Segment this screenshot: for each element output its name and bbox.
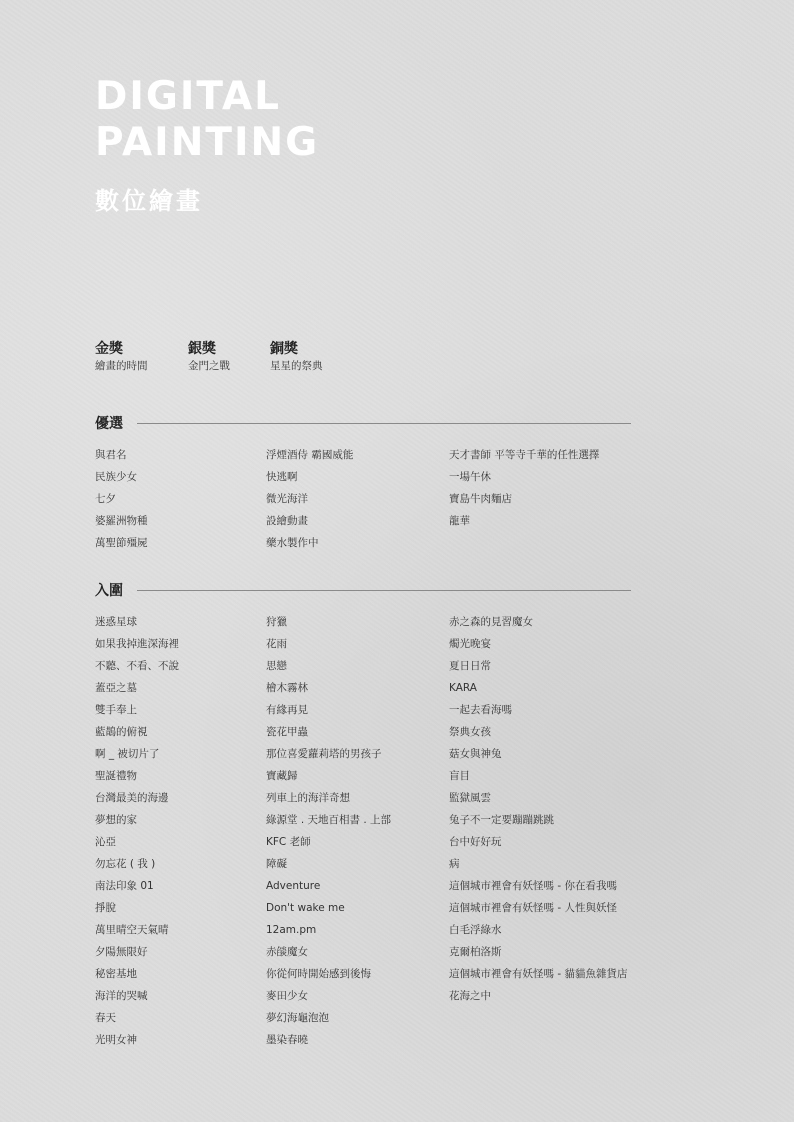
entry-item: 設繪動畫 — [266, 515, 308, 527]
entry-item: KFC 老師 — [266, 836, 311, 848]
entry-item: 克爾柏洛斯 — [449, 946, 502, 958]
entry-item: 勿忘花 ( 我 ) — [95, 858, 156, 870]
entry-item: 夕陽無限好 — [95, 946, 148, 958]
entry-item: 民族少女 — [95, 471, 137, 483]
merit-section-header — [95, 413, 631, 433]
entry-item: 快逃啊 — [266, 471, 298, 483]
entry-item: 春天 — [95, 1012, 116, 1024]
entry-item: 赤之森的見習魔女 — [449, 616, 533, 628]
award-work: 星星的祭典 — [270, 360, 323, 372]
finalists-column-2 — [266, 611, 391, 1051]
entry-item: 這個城市裡會有妖怪嗎 - 你在看我嗎 — [449, 880, 617, 892]
entry-item: 如果我掉進深海裡 — [95, 638, 179, 650]
award-work: 金門之戰 — [188, 360, 230, 372]
finalists-label: 入圍 — [95, 583, 123, 599]
entry-item: 寶島牛肉麵店 — [449, 493, 512, 505]
title-line-1: DIGITAL — [95, 74, 282, 119]
entry-item: 與君名 — [95, 449, 127, 461]
entry-item: 麥田少女 — [266, 990, 308, 1002]
entry-item: 雙手奉上 — [95, 704, 137, 716]
entry-item: 監獄風雲 — [449, 792, 491, 804]
entry-item: 婆羅洲物種 — [95, 515, 148, 527]
entry-item: 不聽、不看、不說 — [95, 660, 179, 672]
award-bronze — [270, 338, 323, 373]
entry-item: 一起去看海嗎 — [449, 704, 512, 716]
entry-item: 瓷花甲蟲 — [266, 726, 308, 738]
entry-item: 藥水製作中 — [266, 537, 319, 549]
entry-item: 萬聖節殭屍 — [95, 537, 148, 549]
page-title — [95, 74, 319, 166]
entry-item: 沁亞 — [95, 836, 116, 848]
entry-item: 那位喜愛蘿莉塔的男孩子 — [266, 748, 382, 760]
entry-item: 有緣再見 — [266, 704, 308, 716]
entry-item: Don't wake me — [266, 902, 345, 914]
finalists-column-1 — [95, 611, 179, 1051]
entry-item: 藍鵲的俯視 — [95, 726, 148, 738]
entry-item: 聖誕禮物 — [95, 770, 137, 782]
entry-item: 病 — [449, 858, 460, 870]
award-silver — [188, 338, 230, 373]
entry-item: Adventure — [266, 880, 321, 892]
section-divider — [137, 423, 631, 424]
entry-item: 啊 _ 被切片了 — [95, 748, 160, 760]
entry-item: 南法印象 01 — [95, 880, 154, 892]
entry-item: 花海之中 — [449, 990, 491, 1002]
entry-item: 這個城市裡會有妖怪嗎 - 人性與妖怪 — [449, 902, 617, 914]
entry-item: 天才書師 平等寺千華的任性選擇 — [449, 449, 600, 461]
entry-item: 一場午休 — [449, 471, 491, 483]
entry-item: 兔子不一定要蹦蹦跳跳 — [449, 814, 554, 826]
finalists-section-header — [95, 580, 631, 600]
entry-item: 狩獵 — [266, 616, 287, 628]
entry-item: 夢幻海龜泡泡 — [266, 1012, 329, 1024]
entry-item: 花雨 — [266, 638, 287, 650]
merit-column-3 — [449, 444, 599, 532]
title-line-2: PAINTING — [95, 120, 320, 165]
award-title: 銀獎 — [188, 341, 216, 357]
merit-column-2 — [266, 444, 353, 554]
entry-item: 寶藏歸 — [266, 770, 298, 782]
entry-item: 墨染春曉 — [266, 1034, 308, 1046]
entry-item: 台中好好玩 — [449, 836, 502, 848]
merit-column-1 — [95, 444, 148, 554]
entry-item: 祭典女孩 — [449, 726, 491, 738]
entry-item: 燭光晚宴 — [449, 638, 491, 650]
entry-item: KARA — [449, 682, 477, 694]
entry-item: 檜木霧林 — [266, 682, 308, 694]
entry-item: 列車上的海洋奇想 — [266, 792, 350, 804]
entry-item: 你從何時開始感到後悔 — [266, 968, 371, 980]
entry-item: 微光海洋 — [266, 493, 308, 505]
entry-item: 掙脫 — [95, 902, 116, 914]
merit-label: 優選 — [95, 416, 123, 432]
award-gold — [95, 338, 148, 373]
entry-item: 12am.pm — [266, 924, 317, 936]
entry-item: 障礙 — [266, 858, 287, 870]
entry-item: 夏日日常 — [449, 660, 491, 672]
entry-item: 白毛浮綠水 — [449, 924, 502, 936]
entry-item: 盲目 — [449, 770, 470, 782]
finalists-column-3 — [449, 611, 627, 1007]
entry-item: 夢想的家 — [95, 814, 137, 826]
section-divider — [137, 590, 631, 591]
award-title: 銅獎 — [270, 341, 298, 357]
entry-item: 這個城市裡會有妖怪嗎 - 貓貓魚雜貨店 — [449, 968, 628, 980]
entry-item: 海洋的哭喊 — [95, 990, 148, 1002]
award-work: 繪畫的時間 — [95, 360, 148, 372]
entry-item: 迷惑星球 — [95, 616, 137, 628]
entry-item: 秘密基地 — [95, 968, 137, 980]
entry-item: 光明女神 — [95, 1034, 137, 1046]
entry-item: 台灣最美的海邊 — [95, 792, 169, 804]
entry-item: 蓋亞之墓 — [95, 682, 137, 694]
entry-item: 綠源堂 . 天地百相書 . 上部 — [266, 814, 392, 826]
entry-item: 思戀 — [266, 660, 287, 672]
entry-item: 七夕 — [95, 493, 116, 505]
entry-item: 龍華 — [449, 515, 470, 527]
entry-item: 浮煙酒侍 霸國威能 — [266, 449, 354, 461]
entry-item: 萬里晴空天氣晴 — [95, 924, 169, 936]
page-subtitle: 數位繪畫 — [95, 187, 203, 215]
entry-item: 菇女與神兔 — [449, 748, 502, 760]
award-title: 金獎 — [95, 341, 123, 357]
entry-item: 赤燄魔女 — [266, 946, 308, 958]
